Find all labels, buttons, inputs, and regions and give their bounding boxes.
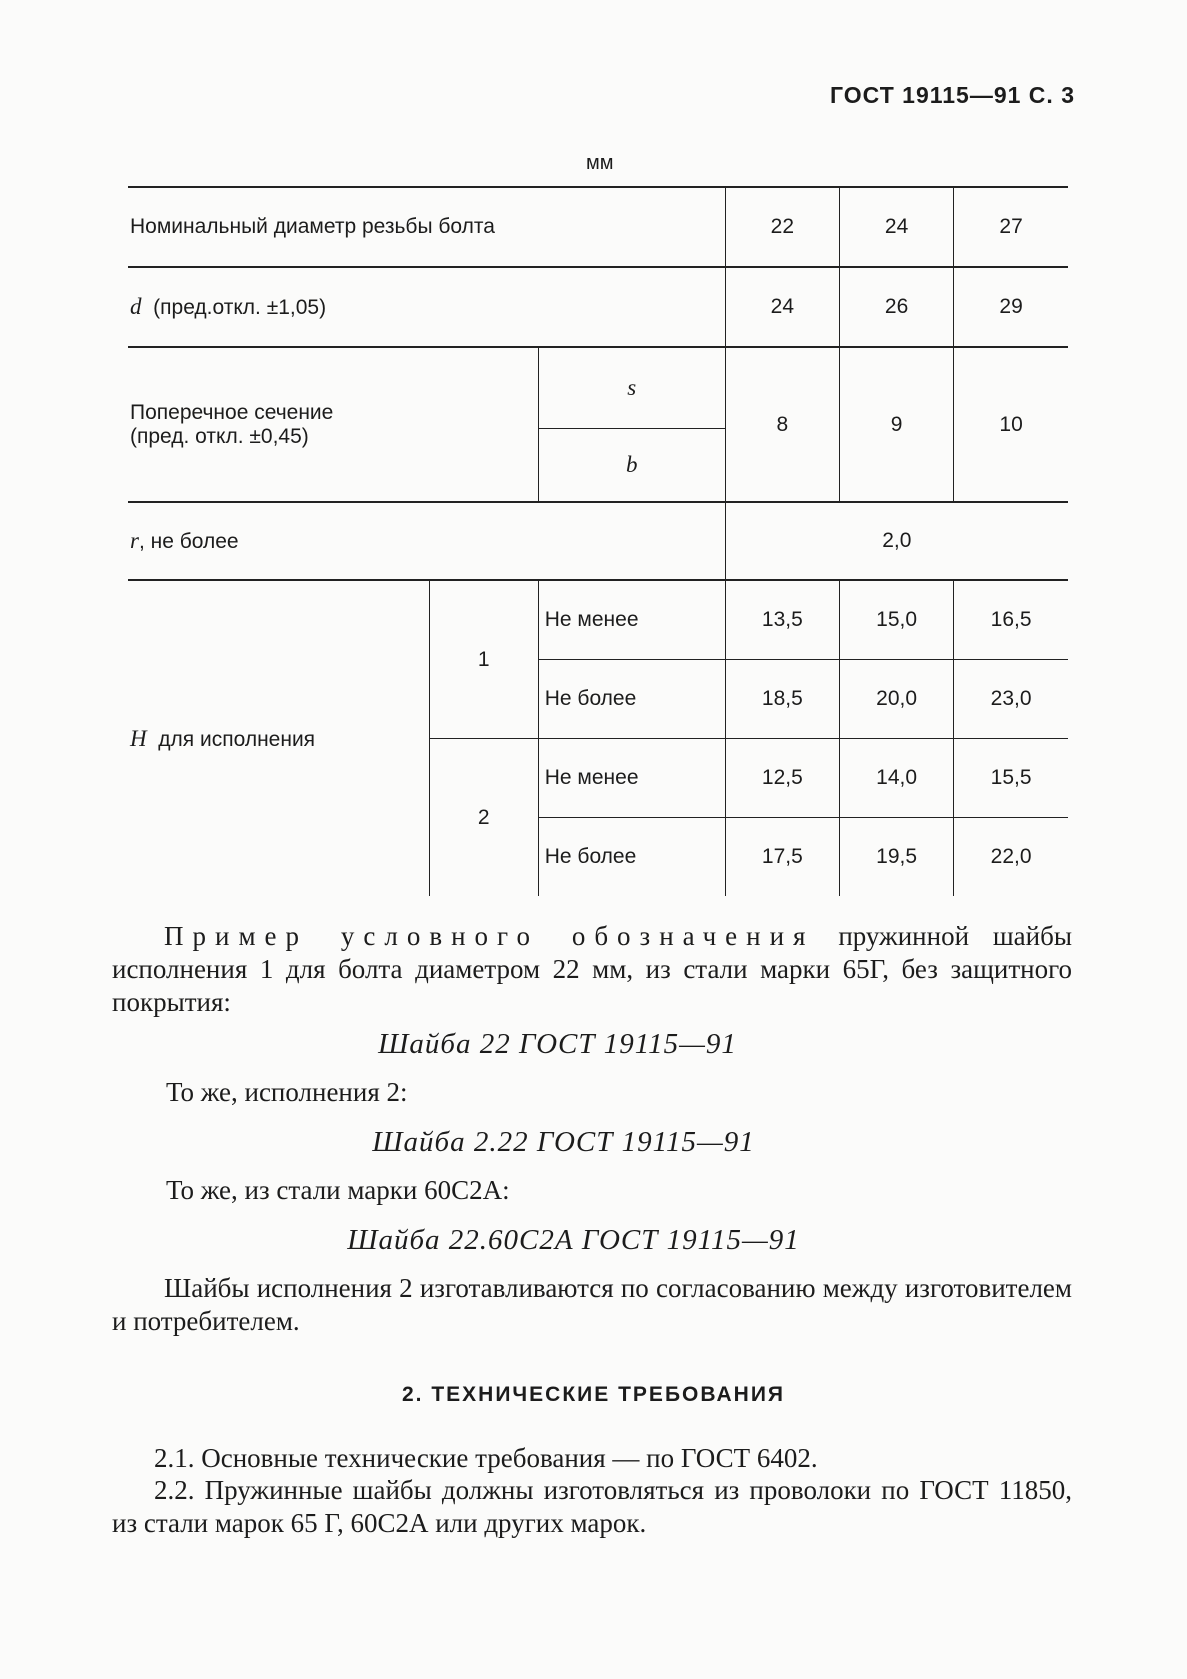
cell-value: 15,0	[839, 580, 953, 660]
cell-value: 19,5	[839, 818, 953, 897]
row-label-h: H для исполнения	[128, 580, 429, 896]
cell-value: 14,0	[839, 739, 953, 818]
clause-2-2: 2.2. Пружинные шайбы должны изготовляться из проволоки по ГОСТ 11850, из стали марок 65 Г, 60С2А или других марок.	[112, 1475, 1072, 1538]
cell-value: 22	[725, 187, 839, 267]
cell-value: 12,5	[725, 739, 839, 818]
dimensions-table	[128, 186, 1068, 896]
var-s: s	[538, 347, 725, 429]
table-row	[128, 347, 1068, 429]
cell-value: 13,5	[725, 580, 839, 660]
var-h: H	[130, 725, 147, 751]
limit-label: Не более	[538, 660, 725, 739]
cell-value: 18,5	[725, 660, 839, 739]
limit-label: Не более	[538, 818, 725, 897]
row-label-diameter: Номинальный диаметр резьбы болта	[128, 187, 725, 267]
table-row	[128, 580, 1068, 660]
table-row	[128, 267, 1068, 347]
cell-value: 8	[725, 347, 839, 502]
designation-example-3: Шайба 22.60С2А ГОСТ 19115—91	[347, 1224, 800, 1256]
cell-value: 24	[839, 187, 953, 267]
section-title: 2. ТЕХНИЧЕСКИЕ ТРЕБОВАНИЯ	[401, 1383, 786, 1406]
row-label-r: r, не более	[128, 502, 725, 580]
var-d: d	[130, 294, 142, 319]
row-label-section: Поперечное сечение (пред. откл. ±0,45)	[128, 347, 538, 502]
var-b: b	[538, 429, 725, 503]
clause-2-1: 2.1. Основные технические требования — по ГОСТ 6402.	[154, 1443, 818, 1473]
unit-label: мм	[586, 152, 614, 174]
cell-value: 27	[954, 187, 1068, 267]
cell-value: 23,0	[954, 660, 1068, 739]
variant-number: 2	[429, 739, 538, 897]
row-label-d: d (пред.откл. ±1,05)	[128, 267, 725, 347]
cell-value: 24	[725, 267, 839, 347]
cell-value: 2,0	[725, 502, 1068, 580]
cell-value: 20,0	[839, 660, 953, 739]
var-r: r	[130, 528, 139, 553]
cell-value: 17,5	[725, 818, 839, 897]
same-variant-2: То же, исполнения 2:	[166, 1077, 408, 1107]
designation-example-2: Шайба 2.22 ГОСТ 19115—91	[372, 1126, 755, 1158]
variant-number: 1	[429, 580, 538, 739]
example-lead: Пример условного обозначения	[164, 921, 815, 951]
cell-value: 16,5	[954, 580, 1068, 660]
table-row	[128, 502, 1068, 580]
same-steel-60c2a: То же, из стали марки 60С2А:	[166, 1175, 510, 1205]
limit-label: Не менее	[538, 580, 725, 660]
page-header: ГОСТ 19115—91 С. 3	[830, 82, 1075, 108]
cell-value: 29	[954, 267, 1068, 347]
designation-example-1: Шайба 22 ГОСТ 19115—91	[378, 1028, 737, 1060]
example-paragraph: Пример условного обозначения пружинной шайбы исполнения 1 для болта диаметром 22 мм, из стали марки 65Г, без защитного покрытия:	[112, 921, 1072, 1017]
cell-value: 10	[954, 347, 1068, 502]
table-row	[128, 187, 1068, 267]
variant-2-note: Шайбы исполнения 2 изготавливаются по согласованию между изготовителем и потребителем.	[112, 1273, 1072, 1336]
limit-label: Не менее	[538, 739, 725, 818]
cell-value: 15,5	[954, 739, 1068, 818]
cell-value: 9	[839, 347, 953, 502]
cell-value: 26	[839, 267, 953, 347]
cell-value: 22,0	[954, 818, 1068, 897]
